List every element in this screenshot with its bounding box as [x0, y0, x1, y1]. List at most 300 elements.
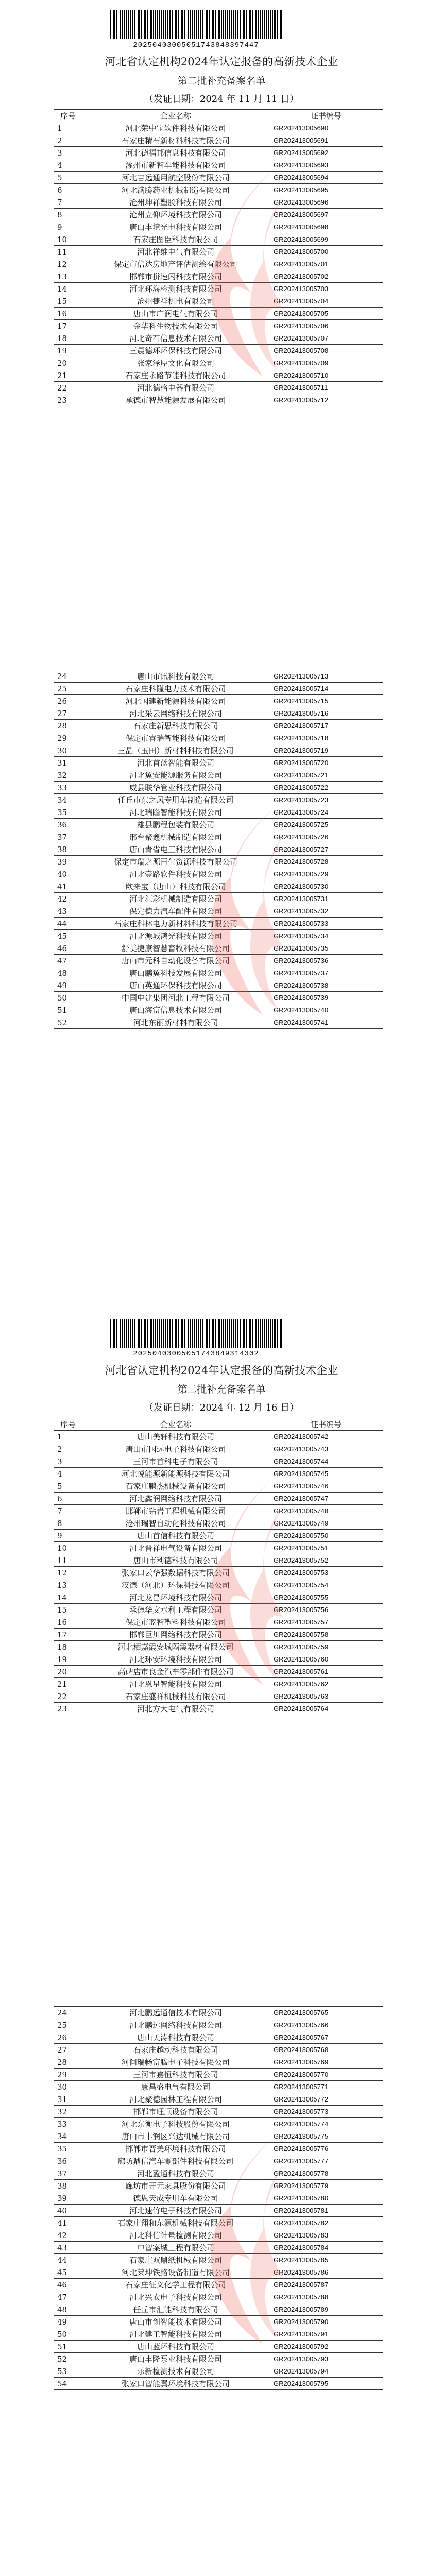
company-name: 河北瑞瞻智能科技有限公司	[82, 806, 269, 819]
company-name: 河北龙昌环境科技有限公司	[82, 1591, 269, 1604]
table-row	[54, 308, 383, 320]
table-row	[54, 2019, 383, 2031]
row-number: 50	[54, 2328, 82, 2341]
table-row	[54, 2328, 383, 2341]
company-name: 三晶（玉田）新材料科技有限公司	[82, 744, 269, 757]
company-name: 河北翼安能源服务有限公司	[82, 769, 269, 782]
table-row	[54, 258, 383, 270]
company-name: 石家庄双鼎纸机械有限公司	[82, 2254, 269, 2266]
company-name: 任丘市汇能科技有限公司	[82, 2303, 269, 2316]
certificate-number: GR202413005733	[269, 918, 383, 930]
table-row	[54, 233, 383, 246]
certificate-number: GR202413005722	[269, 782, 383, 794]
certificate-number: GR202413005729	[269, 868, 383, 880]
certificate-number: GR202413005780	[269, 2192, 383, 2205]
certificate-number: GR202413005714	[269, 683, 383, 695]
table-row	[54, 283, 383, 295]
row-number: 50	[54, 992, 82, 1004]
certificate-number: GR202413005694	[269, 172, 383, 184]
certificate-number: GR202413005781	[269, 2205, 383, 2217]
certificate-number: GR202413005692	[269, 147, 383, 159]
certificate-number: GR202413005720	[269, 757, 383, 769]
company-name: 三河市首科电子有限公司	[82, 1455, 269, 1468]
certificate-number: GR202413005690	[269, 122, 383, 134]
row-number: 44	[54, 2254, 82, 2266]
certificate-number: GR202413005766	[269, 2019, 383, 2031]
row-number: 19	[54, 345, 82, 357]
table-row	[54, 893, 383, 905]
certificate-number: GR202413005792	[269, 2341, 383, 2353]
company-name: 乐新检测技术有限公司	[82, 2365, 269, 2378]
row-number: 46	[54, 2279, 82, 2291]
certificate-number: GR202413005703	[269, 283, 383, 295]
certificate-number: GR202413005776	[269, 2143, 383, 2155]
table-row	[54, 209, 383, 221]
company-name: 唐山蓝环科技有限公司	[82, 2341, 269, 2353]
company-name: 河北国建新能源科技有限公司	[82, 695, 269, 707]
table-row	[54, 683, 383, 695]
company-name: 石家庄永路节能科技有限公司	[82, 369, 269, 382]
table-row	[54, 1653, 383, 1666]
row-number: 36	[54, 819, 82, 831]
row-number: 27	[54, 707, 82, 720]
row-number: 34	[54, 2130, 82, 2143]
row-number: 15	[54, 1604, 82, 1616]
table-row	[54, 1016, 383, 1029]
row-number: 39	[54, 2192, 82, 2205]
row-number: 32	[54, 769, 82, 782]
company-name: 河北莱坤铁路设备制造有限公司	[82, 2266, 269, 2279]
certificate-number: GR202413005699	[269, 233, 383, 246]
certificate-number: GR202413005765	[269, 2007, 383, 2019]
row-number: 36	[54, 2155, 82, 2167]
row-number: 22	[54, 382, 82, 394]
certificate-number: GR202413005743	[269, 1443, 383, 1455]
certificate-number: GR202413005732	[269, 905, 383, 918]
table-row	[54, 2007, 383, 2019]
company-name: 三晨德环环保科技有限公司	[82, 345, 269, 357]
table-row	[54, 134, 383, 147]
table-row	[54, 1641, 383, 1653]
certificate-number: GR202413005746	[269, 1480, 383, 1493]
doc-subtitle: 第二批补充备案名单	[177, 75, 266, 87]
table-row	[54, 880, 383, 893]
certificate-number: GR202413005721	[269, 769, 383, 782]
company-name: 河间瑞畅富腾电子科技有限公司	[82, 2056, 269, 2069]
table-row	[54, 707, 383, 720]
company-name: 德恩天成专用车有限公司	[82, 2192, 269, 2205]
table-row	[54, 955, 383, 967]
table-row	[54, 2031, 383, 2044]
table-row	[54, 246, 383, 258]
table-row	[54, 769, 383, 782]
row-number: 33	[54, 782, 82, 794]
table-row	[54, 2266, 383, 2279]
row-number: 51	[54, 2341, 82, 2353]
table-row	[54, 2279, 383, 2291]
table-row	[54, 295, 383, 308]
table-row	[54, 670, 383, 683]
certificate-number: GR202413005785	[269, 2254, 383, 2266]
table-row	[54, 1703, 383, 1715]
certificate-number: GR202413005773	[269, 2106, 383, 2118]
row-number: 2	[54, 1443, 82, 1455]
company-name: 邯郸市拼速闪科技有限公司	[82, 270, 269, 283]
company-name: 河北栖嘉霞安城隔震器材有限公司	[82, 1641, 269, 1653]
company-name: 唐山丰境光电科技有限公司	[82, 221, 269, 233]
row-number: 45	[54, 930, 82, 942]
certificate-number: GR202413005738	[269, 979, 383, 992]
company-name: 河北汇彩机械制造有限公司	[82, 893, 269, 905]
table-row	[54, 2056, 383, 2069]
row-number: 38	[54, 2180, 82, 2192]
header-code: 证书编号	[269, 1418, 383, 1431]
certificate-number: GR202413005751	[269, 1542, 383, 1554]
header-name: 企业名称	[82, 110, 269, 122]
table-row	[54, 868, 383, 880]
certificate-number: GR202413005740	[269, 1004, 383, 1016]
row-number: 8	[54, 209, 82, 221]
certificate-number: GR202413005742	[269, 1431, 383, 1443]
table-row	[54, 2365, 383, 2378]
certificate-number: GR202413005762	[269, 1678, 383, 1690]
row-number: 48	[54, 967, 82, 979]
certificate-number: GR202413005760	[269, 1653, 383, 1666]
table-row	[54, 905, 383, 918]
company-name: 河北东丽新材料有限公司	[82, 1016, 269, 1029]
row-number: 47	[54, 2291, 82, 2303]
company-name: 唐山市广润电气有限公司	[82, 308, 269, 320]
certificate-number: GR202413005696	[269, 196, 383, 209]
doc-subtitle: 第二批补充备案名单	[177, 1384, 266, 1395]
table-row	[54, 270, 383, 283]
company-name: 保定市瑞之源再生资源科技有限公司	[82, 856, 269, 868]
table-row	[54, 1604, 383, 1616]
table-row	[54, 1616, 383, 1629]
table-row	[54, 732, 383, 744]
table-row	[54, 196, 383, 209]
certificate-number: GR202413005739	[269, 992, 383, 1004]
table-header	[54, 110, 383, 122]
table-row	[54, 159, 383, 172]
row-number: 16	[54, 308, 82, 320]
certificate-number: GR202413005715	[269, 695, 383, 707]
company-name: 河北鑫润网络科技有限公司	[82, 1493, 269, 1505]
company-name: 中国电建集团河北工程有限公司	[82, 992, 269, 1004]
certificate-number: GR202413005724	[269, 806, 383, 819]
row-number: 19	[54, 1653, 82, 1666]
row-number: 20	[54, 357, 82, 369]
table-row	[54, 1004, 383, 1016]
company-name: 河北悦能源新能源科技有限公司	[82, 1468, 269, 1480]
company-table-continued	[54, 670, 383, 1029]
row-number: 2	[54, 134, 82, 147]
table-row	[54, 345, 383, 357]
company-name: 唐山海富信息技术有限公司	[82, 1004, 269, 1016]
certificate-number: GR202413005782	[269, 2217, 383, 2229]
company-name: 河北兴农电子科技有限公司	[82, 2291, 269, 2303]
table-row	[54, 695, 383, 707]
row-number: 18	[54, 332, 82, 345]
table-row	[54, 1554, 383, 1567]
row-number: 23	[54, 394, 82, 406]
certificate-number: GR202413005759	[269, 1641, 383, 1653]
certificate-number: GR202413005749	[269, 1517, 383, 1530]
company-name: 唐山英通环保科技有限公司	[82, 979, 269, 992]
company-name: 欧来宝（唐山）科技有限公司	[82, 880, 269, 893]
company-name: 沧州瑞智自动化科技有限公司	[82, 1517, 269, 1530]
table-row	[54, 782, 383, 794]
company-name: 唐山美轩科技有限公司	[82, 1431, 269, 1443]
row-number: 47	[54, 955, 82, 967]
certificate-number: GR202413005786	[269, 2266, 383, 2279]
table-row	[54, 1505, 383, 1517]
barcode-2	[110, 1319, 282, 1358]
company-name: 石家庄科隆电力技术有限公司	[82, 683, 269, 695]
company-name: 石家庄征义化学工程有限公司	[82, 2279, 269, 2291]
certificate-number: GR202413005755	[269, 1591, 383, 1604]
company-name: 唐山首信科技有限公司	[82, 1530, 269, 1542]
row-number: 52	[54, 2353, 82, 2365]
table-row	[54, 2143, 383, 2155]
company-name: 保定市信达房地产评估测绘有限公司	[82, 258, 269, 270]
company-name: 邯郸巨川网络科技有限公司	[82, 1629, 269, 1641]
company-name: 廊坊市开元家具股份有限公司	[82, 2180, 269, 2192]
table-row	[54, 2167, 383, 2180]
table-row	[54, 843, 383, 856]
row-number: 11	[54, 246, 82, 258]
table-row	[54, 1629, 383, 1641]
certificate-number: GR202413005767	[269, 2031, 383, 2044]
row-number: 29	[54, 2069, 82, 2081]
certificate-number: GR202413005730	[269, 880, 383, 893]
certificate-number: GR202413005710	[269, 369, 383, 382]
company-name: 邯郸市钻岩工程机械有限公司	[82, 1505, 269, 1517]
certificate-number: GR202413005723	[269, 794, 383, 806]
company-name: 唐山天涛科技有限公司	[82, 2031, 269, 2044]
table-row	[54, 979, 383, 992]
barcode-number: 20250403005051743849314302	[133, 1350, 259, 1358]
table-row	[54, 1468, 383, 1480]
row-number: 1	[54, 122, 82, 134]
certificate-number: GR202413005741	[269, 1016, 383, 1029]
company-name: 张家口云华强数据科技有限公司	[82, 1567, 269, 1579]
company-name: 河北奇石信息技术有限公司	[82, 332, 269, 345]
company-name: 石家庄盛祥机械科技有限公司	[82, 1690, 269, 1703]
row-number: 35	[54, 806, 82, 819]
company-name: 河北祥维电气有限公司	[82, 246, 269, 258]
company-name: 高碑店市良金汽车零部件有限公司	[82, 1666, 269, 1678]
certificate-number: GR202413005753	[269, 1567, 383, 1579]
row-number: 41	[54, 880, 82, 893]
company-name: 河北鹏远通信技术有限公司	[82, 2007, 269, 2019]
table-row	[54, 1517, 383, 1530]
company-name: 河北聚德园林工程有限公司	[82, 2093, 269, 2106]
table-row	[54, 992, 383, 1004]
company-name: 唐山市创智能技术有限公司	[82, 2316, 269, 2328]
company-name: 唐山市利德科技有限公司	[82, 1554, 269, 1567]
certificate-number: GR202413005719	[269, 744, 383, 757]
company-name: 邯郸市晋美环境科技有限公司	[82, 2143, 269, 2155]
company-name: 河北科信计量检测有限公司	[82, 2229, 269, 2242]
certificate-number: GR202413005713	[269, 670, 383, 683]
table-row	[54, 221, 383, 233]
certificate-number: GR202413005764	[269, 1703, 383, 1715]
table-row	[54, 1678, 383, 1690]
company-name: 唐山市国远电子科技有限公司	[82, 1443, 269, 1455]
certificate-number: GR202413005745	[269, 1468, 383, 1480]
row-number: 3	[54, 147, 82, 159]
row-number: 39	[54, 856, 82, 868]
document-2	[0, 1309, 443, 2576]
table-row	[54, 2130, 383, 2143]
table-row	[54, 2242, 383, 2254]
row-number: 33	[54, 2118, 82, 2130]
document-1	[0, 0, 443, 1185]
row-number: 37	[54, 831, 82, 843]
row-number: 28	[54, 720, 82, 732]
table-row	[54, 942, 383, 955]
company-name: 石家庄精石新材料科技有限公司	[82, 134, 269, 147]
certificate-number: GR202413005711	[269, 382, 383, 394]
company-name: 石家庄图臣科技有限公司	[82, 233, 269, 246]
row-number: 27	[54, 2044, 82, 2056]
certificate-number: GR202413005787	[269, 2279, 383, 2291]
table-row	[54, 967, 383, 979]
company-name: 汉德（河北）环保科技有限公司	[82, 1579, 269, 1591]
certificate-number: GR202413005744	[269, 1455, 383, 1468]
table-row	[54, 2303, 383, 2316]
company-name: 承德市智慧能源发展有限公司	[82, 394, 269, 406]
company-name: 张家口智能翼环境科技有限公司	[82, 2378, 269, 2390]
row-number: 31	[54, 757, 82, 769]
company-table	[54, 109, 383, 406]
row-number: 18	[54, 1641, 82, 1653]
company-name: 河北环安环境科技有限公司	[82, 1653, 269, 1666]
row-number: 30	[54, 2081, 82, 2093]
certificate-number: GR202413005758	[269, 1629, 383, 1641]
row-number: 21	[54, 369, 82, 382]
issue-date: （发证日期：2024 年 11 月 11 日）	[144, 94, 299, 105]
table-row	[54, 2044, 383, 2056]
row-number: 52	[54, 1016, 82, 1029]
table-row	[54, 2291, 383, 2303]
certificate-number: GR202413005789	[269, 2303, 383, 2316]
row-number: 9	[54, 221, 82, 233]
certificate-number: GR202413005736	[269, 955, 383, 967]
company-name: 保定德力汽车配件有限公司	[82, 905, 269, 918]
row-number: 14	[54, 1591, 82, 1604]
table-row	[54, 2192, 383, 2205]
table-row	[54, 2155, 383, 2167]
table-row	[54, 1480, 383, 1493]
certificate-number: GR202413005788	[269, 2291, 383, 2303]
company-name: 唐山丰隆泵业科技有限公司	[82, 2353, 269, 2365]
row-number: 32	[54, 2106, 82, 2118]
table-row	[54, 2316, 383, 2328]
row-number: 13	[54, 1579, 82, 1591]
certificate-number: GR202413005768	[269, 2044, 383, 2056]
table-row	[54, 357, 383, 369]
company-name: 保定市蓝智塑料科技有限公司	[82, 1616, 269, 1629]
row-number: 42	[54, 2229, 82, 2242]
company-name: 三河市嘉恒科技有限公司	[82, 2069, 269, 2081]
company-name: 河北环海检测科技有限公司	[82, 283, 269, 295]
table-row	[54, 744, 383, 757]
company-name: 沧州立仰环境科技有限公司	[82, 209, 269, 221]
table-row	[54, 2118, 383, 2130]
row-number: 12	[54, 1567, 82, 1579]
table-row	[54, 369, 383, 382]
table-row	[54, 2217, 383, 2229]
row-number: 25	[54, 683, 82, 695]
issue-date: （发证日期：2024 年 12 月 16 日）	[144, 1402, 299, 1413]
table-row	[54, 2180, 383, 2192]
company-name: 涿州市新智车能科技有限公司	[82, 159, 269, 172]
row-number: 44	[54, 918, 82, 930]
row-number: 43	[54, 2242, 82, 2254]
doc-title: 河北省认定机构2024年认定报备的高新技术企业	[105, 56, 338, 68]
company-name: 保定市睿瑞智能科技有限公司	[82, 732, 269, 744]
row-number: 7	[54, 196, 82, 209]
table-row	[54, 382, 383, 394]
company-name: 河北源城鸿光科技有限公司	[82, 930, 269, 942]
table-row	[54, 122, 383, 134]
row-number: 1	[54, 1431, 82, 1443]
table-row	[54, 1530, 383, 1542]
row-number: 54	[54, 2378, 82, 2390]
barcode-bars	[110, 1319, 282, 1348]
row-number: 5	[54, 172, 82, 184]
row-number: 12	[54, 258, 82, 270]
row-number: 43	[54, 905, 82, 918]
row-number: 14	[54, 283, 82, 295]
company-name: 唐山市丰润区兴达机械有限公司	[82, 2130, 269, 2143]
company-name: 石家庄越动科技有限公司	[82, 2044, 269, 2056]
table-row	[54, 1455, 383, 1468]
certificate-number: GR202413005761	[269, 1666, 383, 1678]
table-header	[54, 1418, 383, 1431]
table-row	[54, 147, 383, 159]
table-row	[54, 720, 383, 732]
table-row	[54, 2106, 383, 2118]
company-name: 康昌盛电气有限公司	[82, 2081, 269, 2093]
certificate-number: GR202413005769	[269, 2056, 383, 2069]
row-number: 24	[54, 670, 82, 683]
company-name: 唐山市讯科技有限公司	[82, 670, 269, 683]
row-number: 46	[54, 942, 82, 955]
certificate-number: GR202413005702	[269, 270, 383, 283]
company-name: 沧州捷祥机电有限公司	[82, 295, 269, 308]
row-number: 51	[54, 1004, 82, 1016]
table-row	[54, 2093, 383, 2106]
table-row	[54, 2353, 383, 2365]
certificate-number: GR202413005708	[269, 345, 383, 357]
row-number: 38	[54, 843, 82, 856]
row-number: 4	[54, 159, 82, 172]
company-name: 河北采云网络科技有限公司	[82, 707, 269, 720]
certificate-number: GR202413005698	[269, 221, 383, 233]
row-number: 35	[54, 2143, 82, 2155]
certificate-number: GR202413005794	[269, 2365, 383, 2378]
table-row	[54, 394, 383, 406]
certificate-number: GR202413005783	[269, 2229, 383, 2242]
company-name: 河北德福邦信息科技有限公司	[82, 147, 269, 159]
company-name: 石家庄翔和东源机械科技有限公司	[82, 2217, 269, 2229]
company-table-continued	[54, 2006, 383, 2390]
barcode-1	[110, 10, 282, 49]
certificate-number: GR202413005691	[269, 134, 383, 147]
